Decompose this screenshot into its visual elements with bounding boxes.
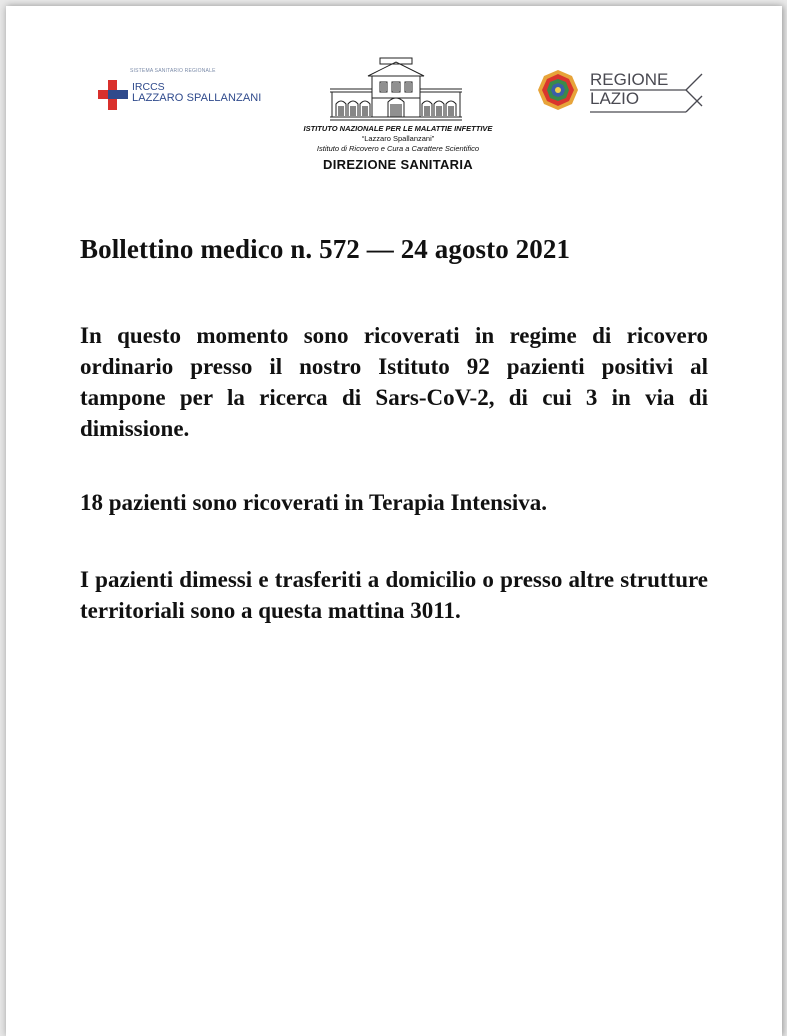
- paragraph-intensive-care: 18 pazienti sono ricoverati in Terapia Intensiva.: [80, 490, 548, 515]
- lazio-text: LAZIO: [590, 89, 640, 108]
- institute-building-logo: [328, 54, 464, 124]
- regione-text: REGIONE: [590, 70, 669, 89]
- logo-name-text: LAZZARO SPALLANZANI: [132, 92, 262, 104]
- paragraph-discharged: I pazienti dimessi e trasferiti a domicilio o presso altre strutture territoriali sono a questa mattina 3011.: [80, 567, 708, 623]
- medical-cross-icon: [96, 78, 130, 112]
- regione-emblem-icon: [536, 68, 580, 112]
- institute-name: ISTITUTO NAZIONALE PER LE MALATTIE INFETTIVE: [303, 124, 493, 133]
- department-name: DIREZIONE SANITARIA: [323, 157, 473, 172]
- logo-irccs-text: IRCCS: [132, 81, 165, 93]
- institute-description: Istituto di Ricovero e Cura a Carattere Scientifico: [316, 144, 480, 153]
- spallanzani-logo: [96, 68, 286, 108]
- paragraph-hospitalized: In questo momento sono ricoverati in regime di ricovero ordinario presso il nostro Istituto 92 pazienti positivi al tampone per la ricerca di Sars-CoV-2, di cui 3 in via di dimissione.: [80, 323, 708, 441]
- document-page: [6, 6, 782, 1036]
- institute-heading: [206, 124, 590, 174]
- logo-system-label: SISTEMA SANITARIO REGIONALE: [130, 68, 216, 74]
- regione-lazio-logo: [536, 64, 706, 114]
- bulletin-title: Bollettino medico n. 572 — 24 agosto 2021: [80, 234, 571, 264]
- letterhead: [6, 6, 782, 196]
- institute-subtitle: “Lazzaro Spallanzani”: [361, 134, 435, 143]
